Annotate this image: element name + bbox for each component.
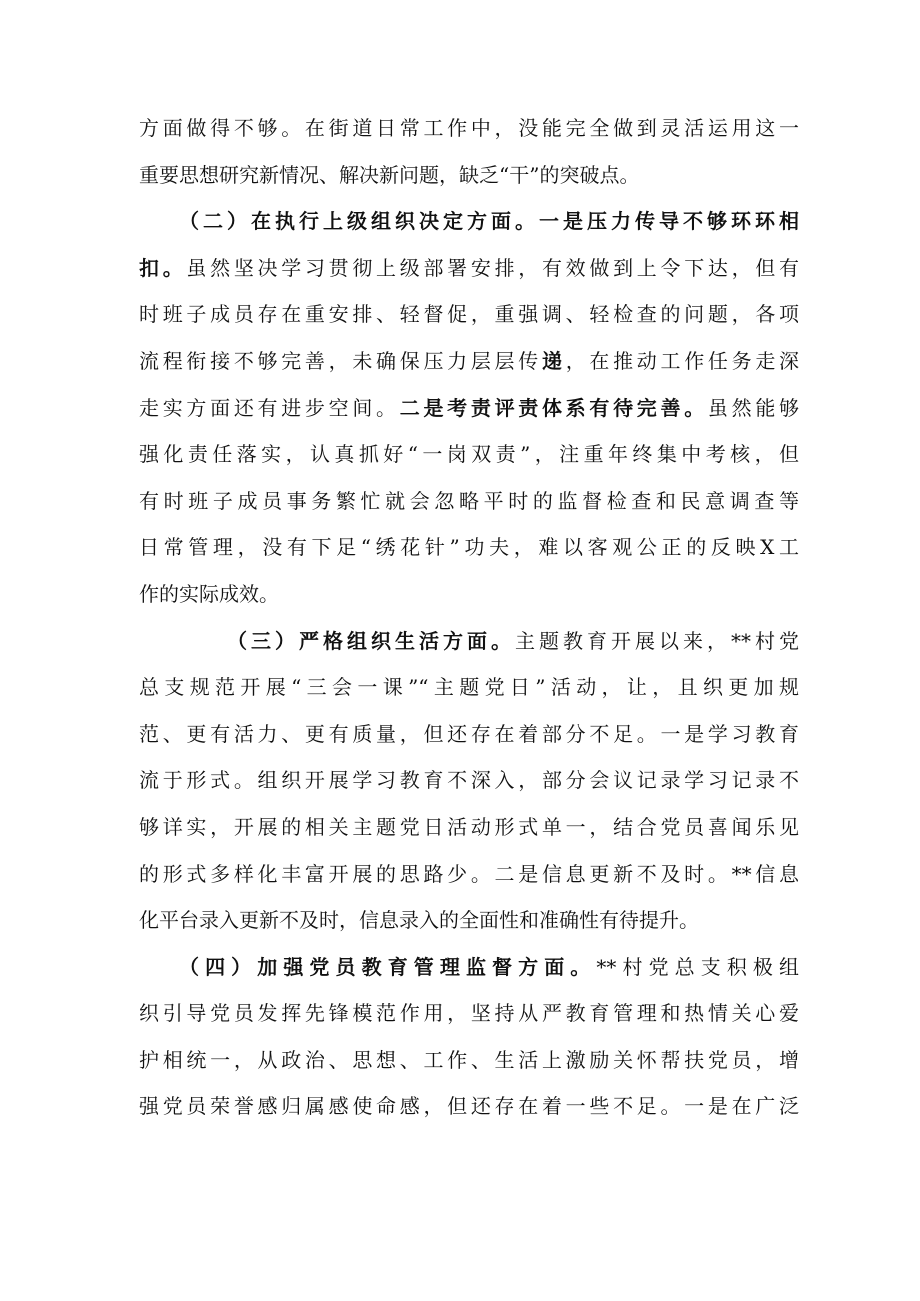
document-body — [139, 105, 799, 1130]
text-segment: 够详实，开展的相关主题党日活动形式单一，结合党员喜闻乐见 — [139, 814, 799, 839]
text-segment: **村党总支积极组 — [596, 954, 800, 979]
text-segment: 虽然能够 — [707, 395, 800, 420]
paragraph-line — [139, 804, 799, 851]
text-segment: 流程衔接不够完善，未确保压力层层传 — [139, 348, 542, 373]
text-segment: 护相统一，从政治、思想、工作、生活上激励关怀帮扶党员，增 — [139, 1047, 799, 1072]
paragraph-line — [139, 152, 799, 199]
text-segment: 方面做得不够。在街道日常工作中，没能完全做到灵活运用这一 — [139, 116, 799, 140]
text-segment: 流于形式。组织开展学习教育不深入，部分会议记录学习记录不 — [139, 768, 799, 793]
text-segment: 强化责任落实，认真抓好“一岗双责”，注重年终集中考核，但 — [139, 442, 799, 467]
text-segment: 作的实际成效。 — [139, 581, 279, 606]
text-segment: 时班子成员存在重安排、轻督促，重强调、轻检查的问题，各项 — [139, 302, 799, 327]
text-segment: 有时班子成员事务繁忙就会忽略平时的监督检查和民意调查等 — [139, 488, 799, 513]
paragraph-line — [139, 1083, 799, 1130]
bold-text-segment: （二）在执行上级组织决定方面。一是压力传导不够环环相 — [179, 209, 799, 234]
paragraph-line — [139, 431, 799, 478]
text-segment: 走实方面还有进步空间。 — [139, 395, 400, 420]
paragraph-line — [139, 478, 799, 525]
paragraph-line — [139, 338, 799, 385]
paragraph-line — [139, 990, 799, 1037]
text-segment: 重要思想研究新情况、解决新问题，缺乏“干”的突破点。 — [139, 162, 640, 187]
paragraph-line — [139, 851, 799, 898]
bold-text-segment: 递 — [541, 348, 566, 373]
paragraph-line — [139, 1037, 799, 1084]
text-segment: 总支规范开展“三会一课”“主题党日”活动，让，且织更加规 — [139, 675, 799, 700]
text-segment: 虽然坚决学习贯彻上级部署安排，有效做到上令下达，但有 — [186, 255, 800, 280]
bold-text-segment: （三）严格组织生活方面。 — [227, 628, 515, 653]
paragraph-line — [139, 711, 799, 758]
paragraph-line — [139, 105, 799, 152]
paragraph-line — [139, 524, 799, 571]
bold-text-segment: 扣。 — [139, 255, 187, 280]
paragraph-line — [139, 291, 799, 338]
paragraph-line — [139, 618, 799, 665]
text-segment: 织引导党员发挥先锋模范作用，坚持从严教育管理和热情关心爱 — [139, 1001, 799, 1026]
bold-text-segment: 二是考责评责体系有待完善。 — [399, 395, 708, 420]
paragraph-line — [139, 198, 799, 245]
text-segment: 化平台录入更新不及时，信息录入的全面性和准确性有待提升。 — [139, 908, 699, 933]
text-segment: 的形式多样化丰富开展的思路少。二是信息更新不及时。**信息 — [139, 861, 799, 886]
text-segment: 强党员荣誉感归属感使命感，但还存在着一些不足。一是在广泛 — [139, 1094, 799, 1119]
paragraph-line — [139, 944, 799, 991]
paragraph-line — [139, 385, 799, 432]
text-segment: 日常管理，没有下足“绣花针”功夫，难以客观公正的反映X工 — [139, 535, 799, 560]
text-segment: 主题教育开展以来，**村党 — [515, 628, 799, 653]
paragraph-line — [139, 571, 799, 618]
bold-text-segment: （四）加强党员教育管理监督方面。 — [179, 954, 597, 979]
paragraph-line — [139, 897, 799, 944]
text-segment: 范、更有活力、更有质量，但还存在着部分不足。一是学习教育 — [139, 721, 799, 746]
paragraph-line — [139, 757, 799, 804]
text-segment: ，在推动工作任务走深 — [565, 348, 800, 373]
paragraph-line — [139, 245, 799, 292]
paragraph-line — [139, 664, 799, 711]
